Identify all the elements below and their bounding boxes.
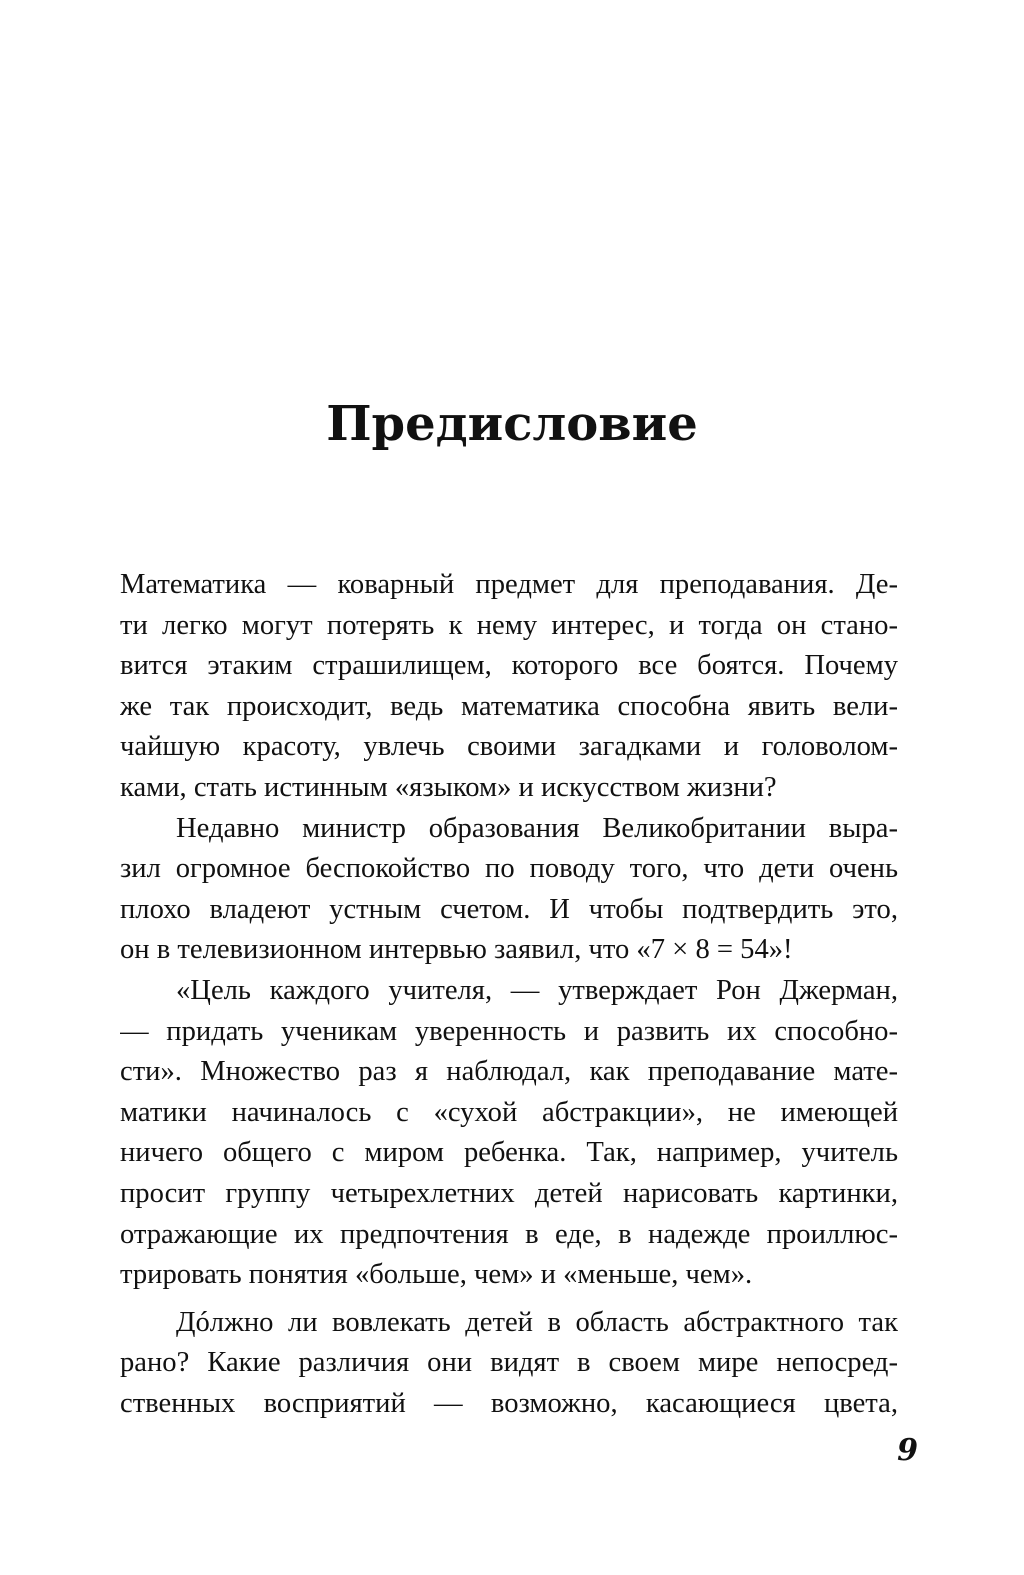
text-line: он в телевизионном интервью заявил, что «7 × 8 = 54»! (120, 934, 793, 966)
text-line: просит группу четырехлетних детей нарисовать картинки, (120, 1177, 898, 1209)
text-line: плохо владеют устным счетом. И чтобы подтвердить это, (120, 893, 898, 925)
paragraph-1 (120, 565, 898, 809)
paragraph-3 (120, 971, 898, 1296)
text-line: ственных восприятий — возможно, касающиеся цвета, (120, 1387, 898, 1419)
text-line: же так происходит, ведь математика способна явить вели- (120, 690, 898, 722)
text-line: вится этаким страшилищем, которого все боятся. Почему (120, 650, 898, 682)
body-text (120, 565, 898, 1424)
text-line: ти легко могут потерять к нему интерес, и тогда он стано- (120, 609, 898, 641)
paragraph-4 (120, 1303, 898, 1425)
text-line: Недавно министр образования Великобритании выра- (176, 812, 898, 844)
text-line: — придать ученикам уверенность и развить их способно- (120, 1015, 898, 1047)
text-line: ничего общего с миром ребенка. Так, например, учитель (120, 1137, 898, 1169)
text-line: Математика — коварный предмет для преподавания. Де- (120, 569, 898, 600)
text-line: рано? Какие различия они видят в своем мире непосред- (120, 1347, 898, 1379)
text-line: чайшую красоту, увлечь своими загадками и головолом- (120, 731, 898, 763)
page-number: 9 (897, 1433, 918, 1468)
text-line: трировать понятия «больше, чем» и «меньше, чем». (120, 1259, 753, 1291)
text-line: «Цель каждого учителя, — утверждает Рон Джерман, (176, 974, 898, 1006)
text-line: ками, стать истинным «языком» и искусством жизни? (120, 771, 777, 803)
text-line: зил огромное беспокойство по поводу того, что дети очень (120, 853, 898, 885)
page-title: Предисловие (326, 396, 698, 452)
paragraph-spacer (120, 1296, 898, 1303)
text-line: Дóлжно ли вовлекать детей в область абстрактного так (176, 1306, 898, 1338)
paragraph-2 (120, 809, 898, 971)
text-line: матики начиналось с «сухой абстракции», не имеющей (120, 1096, 898, 1128)
text-line: отражающие их предпочтения в еде, в надежде проиллюс- (120, 1218, 898, 1250)
text-line: сти». Множество раз я наблюдал, как преподавание мате- (120, 1056, 898, 1088)
